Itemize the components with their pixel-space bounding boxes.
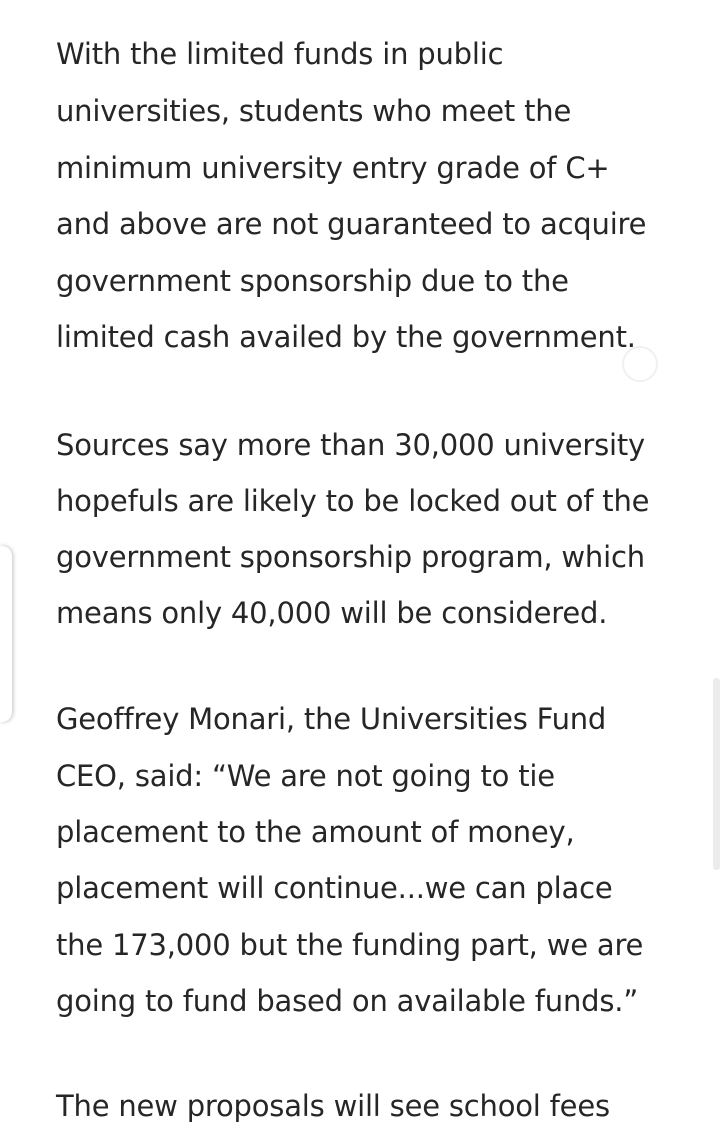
text-line: minimum university entry grade of C+ — [56, 151, 610, 185]
text-line: limited cash availed by the government. — [56, 320, 636, 354]
text-line: placement will continue...we can place — [56, 871, 613, 905]
text-line: The new proposals will see school fees — [56, 1089, 610, 1123]
text-line: universities, students who meet the — [56, 94, 572, 128]
text-line: CEO, said: “We are not going to tie — [56, 759, 555, 793]
text-line: government sponsorship program, which — [56, 540, 645, 574]
text-line: placement to the amount of money, — [56, 815, 575, 849]
text-line: means only 40,000 will be considered. — [56, 596, 608, 630]
faint-circle-overlay — [622, 346, 658, 382]
edge-panel-handle[interactable] — [0, 546, 12, 722]
text-line: going to fund based on available funds.” — [56, 984, 639, 1018]
text-line: and above are not guaranteed to acquire — [56, 207, 647, 241]
text-line: the 173,000 but the funding part, we are — [56, 928, 644, 962]
text-line: government sponsorship due to the — [56, 264, 569, 298]
text-line: Sources say more than 30,000 university — [56, 428, 645, 462]
scrollbar-thumb[interactable] — [713, 678, 720, 870]
text-line: With the limited funds in public — [56, 37, 504, 71]
text-line: hopefuls are likely to be locked out of the — [56, 484, 650, 518]
text-line: Geoffrey Monari, the Universities Fund — [56, 702, 607, 736]
